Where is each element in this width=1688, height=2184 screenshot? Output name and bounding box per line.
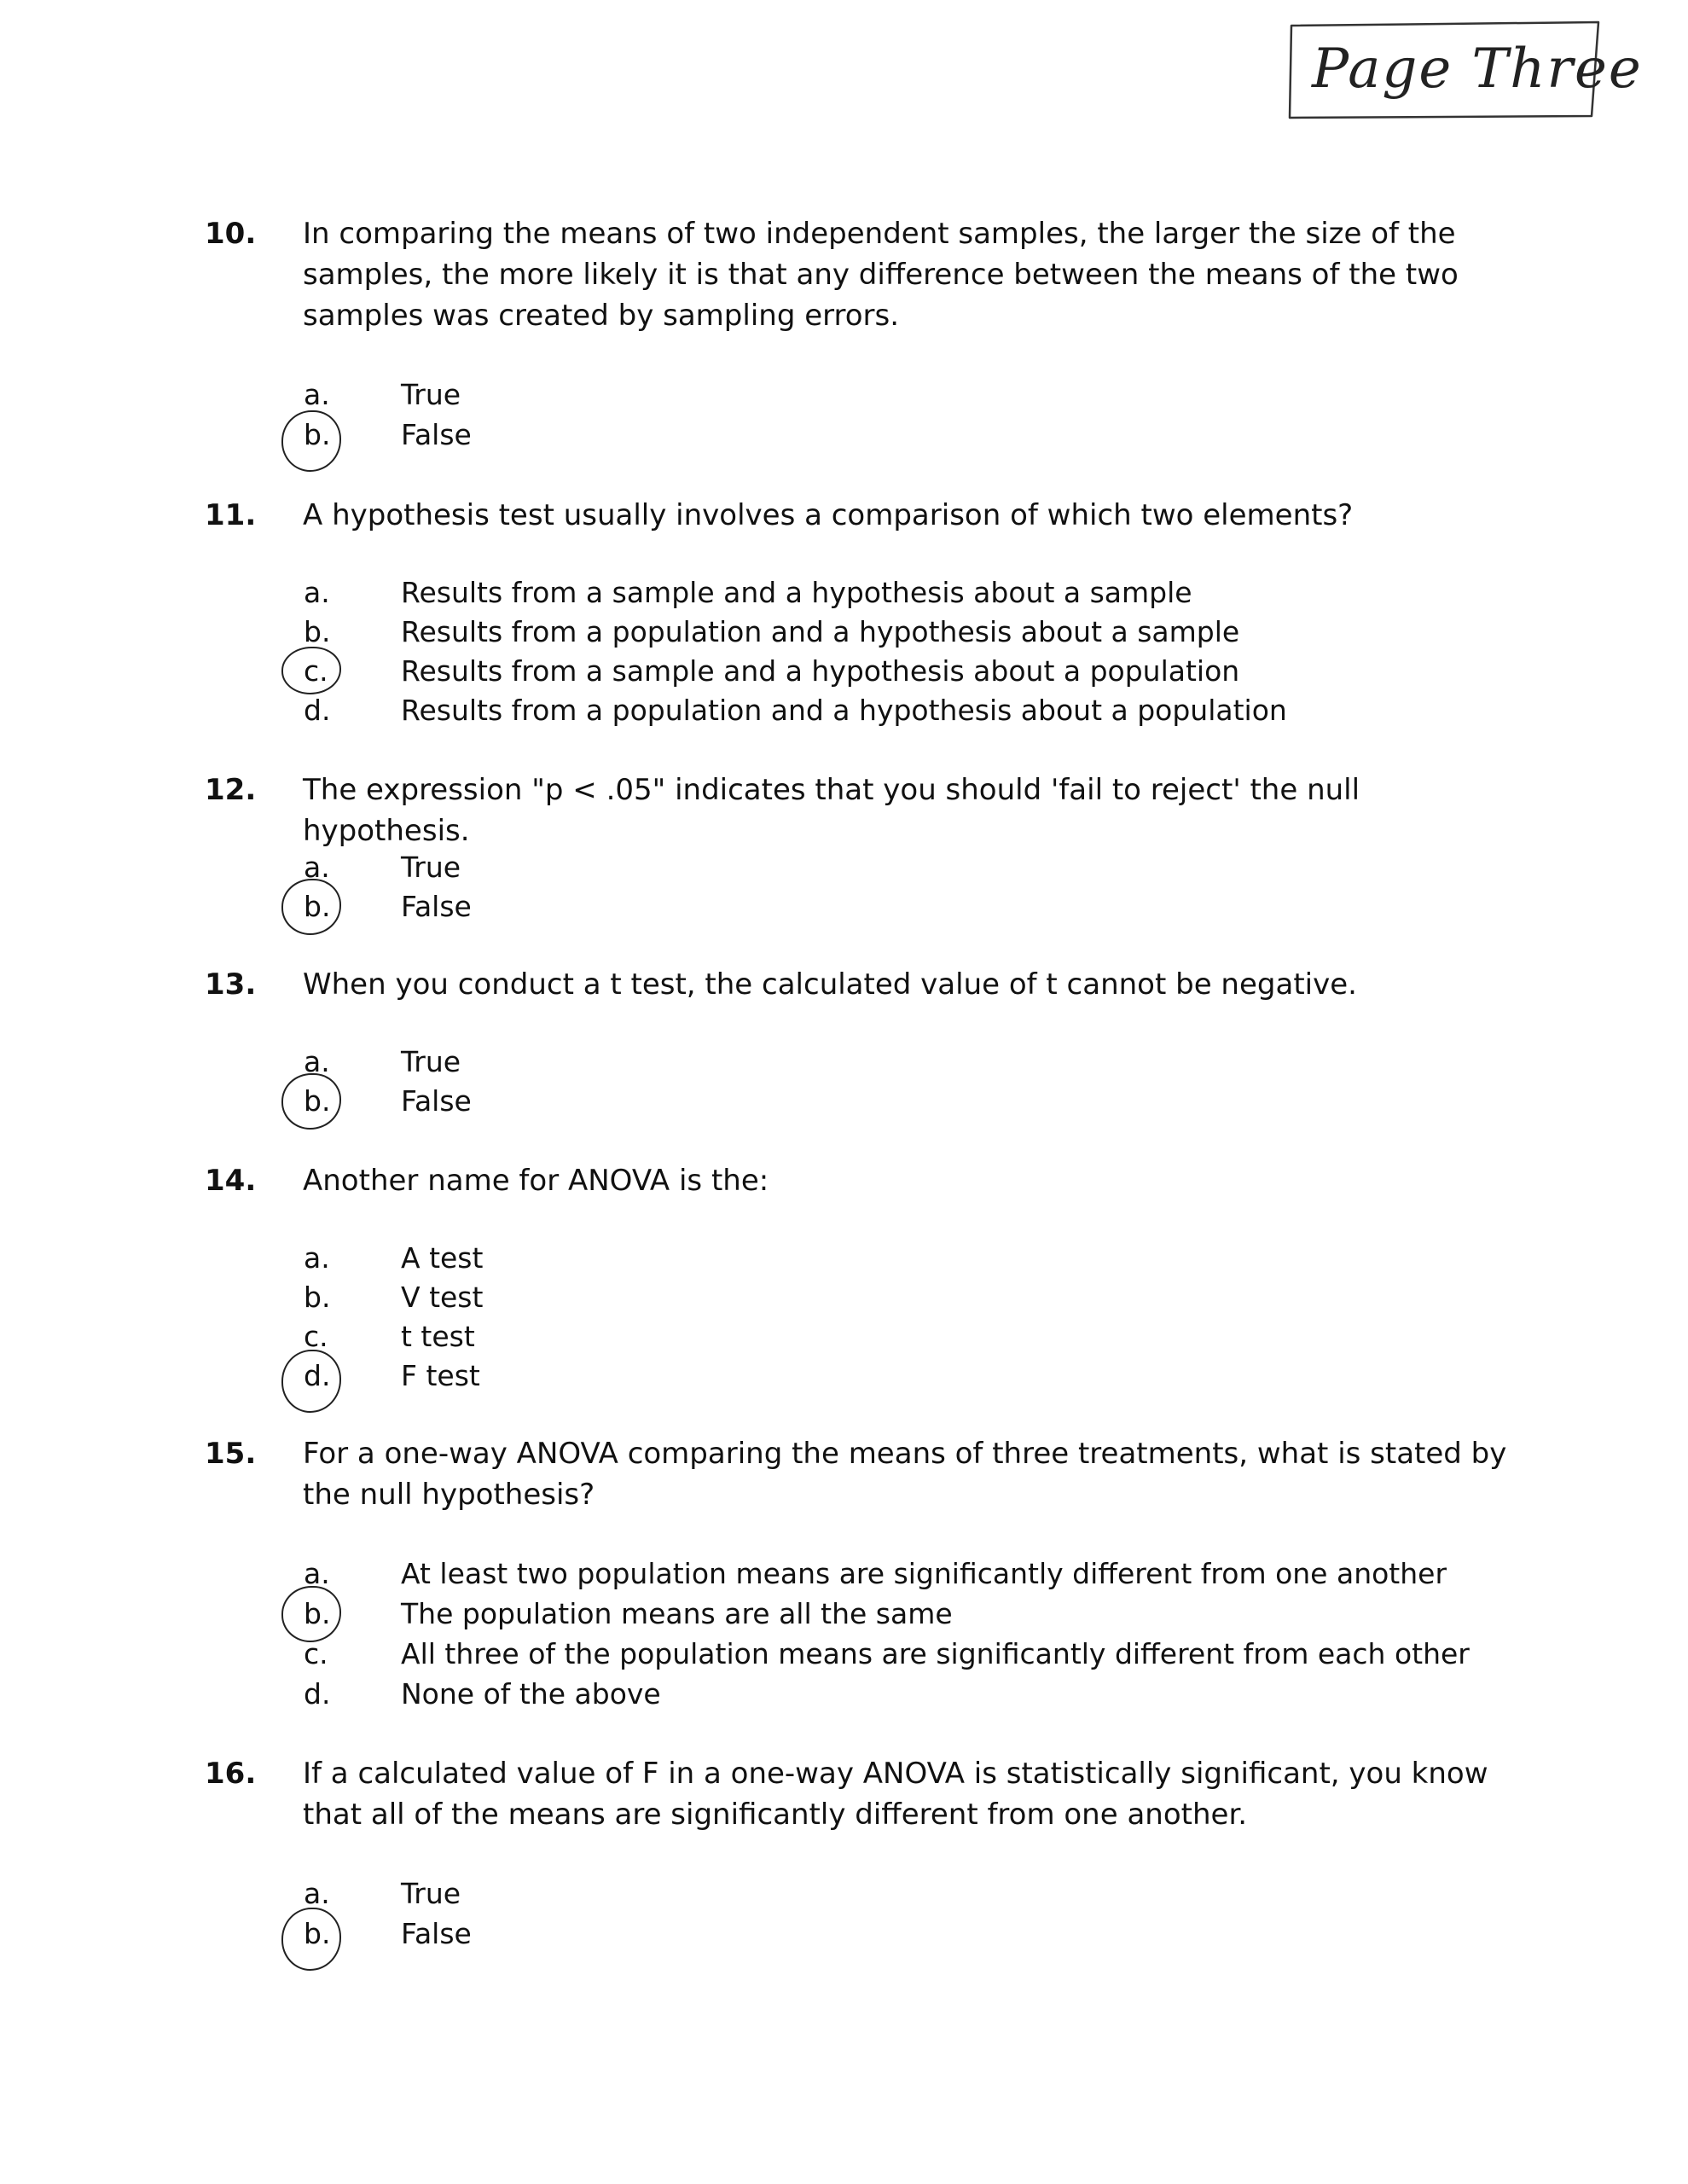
option-letter: a.	[304, 1557, 330, 1590]
option-text: V test	[401, 1281, 484, 1314]
q12-option-a[interactable]	[0, 848, 1688, 887]
question-number: 10.	[205, 217, 257, 251]
q14-option-a[interactable]	[0, 1239, 1688, 1278]
question-number: 15.	[205, 1437, 257, 1471]
q10-option-a[interactable]	[0, 375, 1688, 415]
option-letter: c.	[304, 654, 328, 688]
question-text: The expression "p < .05" indicates that you should 'fail to reject' the null hypothesis.	[303, 773, 1360, 848]
option-letter: a.	[304, 1241, 330, 1275]
question-text: Another name for ANOVA is the:	[303, 1164, 769, 1198]
q11-option-d[interactable]	[0, 691, 1688, 730]
option-text: At least two population means are significantly different from one another	[401, 1557, 1447, 1590]
q10-option-b[interactable]	[0, 415, 1688, 455]
option-letter: b.	[304, 615, 331, 648]
option-text: Results from a population and a hypothesis about a sample	[401, 615, 1240, 648]
question-number: 11.	[205, 498, 257, 532]
option-letter: b.	[304, 1281, 331, 1314]
option-letter: b.	[304, 1917, 331, 1950]
option-letter: d.	[304, 1677, 331, 1711]
question-text: If a calculated value of F in a one-way ANOVA is statistically significant, you know that all of the means are significantly different from one another.	[303, 1757, 1488, 1832]
option-letter: b.	[304, 418, 331, 451]
q15-option-d[interactable]	[0, 1675, 1688, 1714]
option-text: False	[401, 1084, 472, 1118]
option-text: None of the above	[401, 1677, 661, 1711]
option-letter: b.	[304, 1597, 331, 1630]
page-label-box	[1286, 19, 1643, 119]
option-text: Results from a population and a hypothesis about a population	[401, 694, 1287, 727]
q12-option-b[interactable]	[0, 887, 1688, 926]
q14-option-b[interactable]	[0, 1278, 1688, 1317]
option-letter: d.	[304, 1359, 331, 1392]
q15-option-c[interactable]	[0, 1635, 1688, 1674]
option-text: True	[401, 1045, 461, 1078]
q13-option-b[interactable]	[0, 1082, 1688, 1121]
option-letter: a.	[304, 378, 330, 411]
option-letter: a.	[304, 576, 330, 609]
option-letter: b.	[304, 890, 331, 923]
option-letter: d.	[304, 694, 331, 727]
q11-option-b[interactable]	[0, 613, 1688, 652]
option-letter: a.	[304, 1877, 330, 1910]
option-text: Results from a sample and a hypothesis about a sample	[401, 576, 1192, 609]
question-text: A hypothesis test usually involves a comparison of which two elements?	[303, 498, 1354, 532]
question-number: 14.	[205, 1164, 257, 1198]
option-letter: c.	[304, 1320, 328, 1353]
question-text: For a one-way ANOVA comparing the means of three treatments, what is stated by the null hypothesis?	[303, 1437, 1507, 1512]
option-letter: b.	[304, 1084, 331, 1118]
q14-option-d[interactable]	[0, 1356, 1688, 1396]
option-text: A test	[401, 1241, 484, 1275]
option-text: True	[401, 851, 461, 884]
option-text: True	[401, 1877, 461, 1910]
q16-option-a[interactable]	[0, 1874, 1688, 1914]
option-text: False	[401, 418, 472, 451]
option-text: t test	[401, 1320, 475, 1353]
option-text: The population means are all the same	[401, 1597, 953, 1630]
option-text: Results from a sample and a hypothesis about a population	[401, 654, 1240, 688]
option-text: F test	[401, 1359, 480, 1392]
q13-option-a[interactable]	[0, 1043, 1688, 1082]
question-number: 13.	[205, 967, 257, 1002]
option-letter: a.	[304, 1045, 330, 1078]
question-text: When you conduct a t test, the calculated value of t cannot be negative.	[303, 967, 1357, 1002]
page-label: Page Three	[1312, 38, 1643, 101]
q11-option-a[interactable]	[0, 573, 1688, 613]
q15-option-b[interactable]	[0, 1594, 1688, 1634]
question-number: 12.	[205, 773, 257, 807]
q14-option-c[interactable]	[0, 1317, 1688, 1356]
option-text: False	[401, 1917, 472, 1950]
question-number: 16.	[205, 1757, 257, 1791]
option-text: All three of the population means are significantly different from each other	[401, 1637, 1470, 1670]
question-text: In comparing the means of two independent samples, the larger the size of the samples, the more likely it is that any difference between the means of the two samples was created by sampling errors.	[303, 217, 1459, 333]
q11-option-c[interactable]	[0, 652, 1688, 691]
q15-option-a[interactable]	[0, 1554, 1688, 1594]
option-letter: c.	[304, 1637, 328, 1670]
option-text: False	[401, 890, 472, 923]
option-letter: a.	[304, 851, 330, 884]
q16-option-b[interactable]	[0, 1914, 1688, 1954]
option-text: True	[401, 378, 461, 411]
